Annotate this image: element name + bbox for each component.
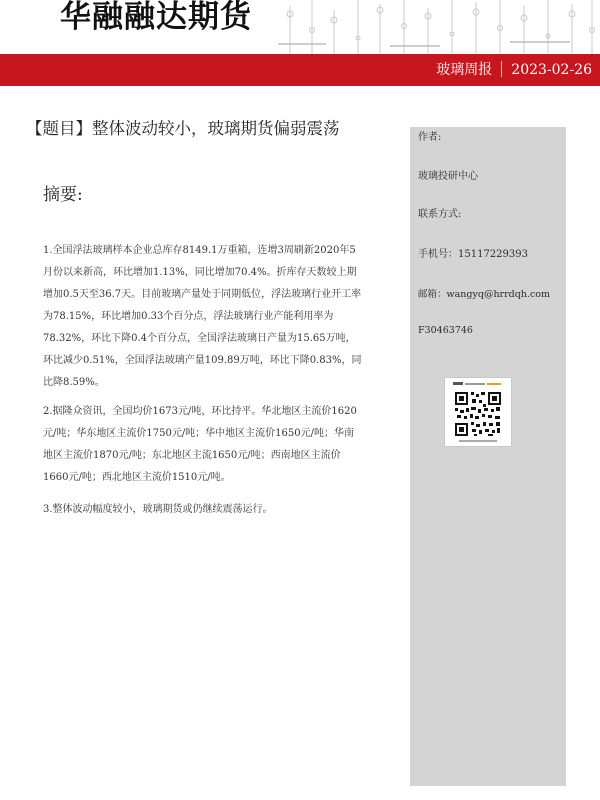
author-team: 玻璃投研中心 <box>418 171 478 182</box>
report-date: 2023-02-26 <box>511 62 592 78</box>
abstract-heading: 摘要: <box>43 185 83 205</box>
header-decoration <box>270 0 600 54</box>
qr-code-icon <box>445 378 511 446</box>
author-sidebar <box>410 127 566 786</box>
license-number: F30463746 <box>418 325 473 336</box>
email-address: 邮箱：wangyq@hrrdqh.com <box>418 289 550 300</box>
qr-code-card <box>444 377 512 447</box>
abstract-paragraph: 2.据隆众资讯，全国均价1673元/吨，环比持平。华北地区主流价1620元/吨；华东地区主流价1750元/吨；华中地区主流价1650元/吨；华南地区主流价1870元/吨；东北地区主流1650元/吨；西南地区主流价1660元/吨；西北地区主流价1510元/吨。 <box>43 406 357 483</box>
report-type: 玻璃周报 <box>436 62 493 78</box>
header-banner <box>0 54 600 86</box>
author-label: 作者: <box>418 132 442 143</box>
banner-meta <box>436 54 592 86</box>
report-title: 【题目】整体波动较小，玻璃期货偏弱震荡 <box>26 119 340 138</box>
abstract-paragraph: 1.全国浮法玻璃样本企业总库存8149.1万重箱，连增3周刷新2020年5月份以来新高，环比增加1.13%，同比增加70.4%。折库存天数较上期增加0.5天至36.7天。目前玻璃产量处于同期低位，浮法玻璃行业开工率为78.15%，环比增加0.33个百分点，浮法玻璃行业产能利用率为78.32%，环比下降0.4个百分点，全国浮法玻璃日产量为15.65万吨，环比减少0.51%，全国浮法玻璃产量109.89万吨，环比下降0.83%，同比降8.59%。 <box>43 245 362 388</box>
contact-label: 联系方式: <box>418 209 462 220</box>
brand-logo: 华融融达期货 <box>60 0 252 35</box>
abstract-paragraph: 3.整体波动幅度较小，玻璃期货或仍继续震荡运行。 <box>43 504 273 515</box>
banner-divider <box>501 61 502 77</box>
phone-number: 手机号：15117229393 <box>418 249 528 260</box>
